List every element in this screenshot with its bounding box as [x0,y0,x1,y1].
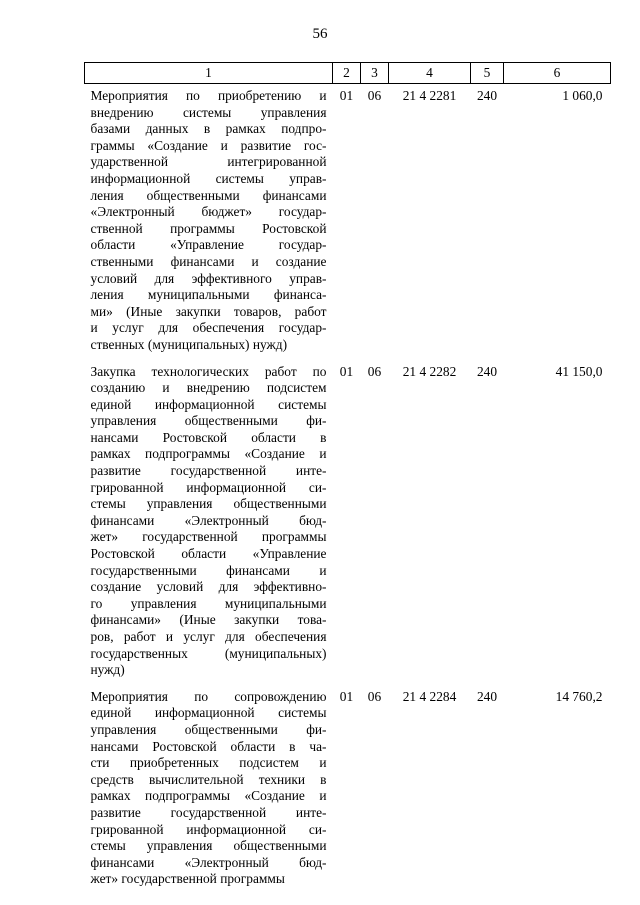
description-line: средств вычислительной техники в [90,771,327,787]
table-row [85,360,611,685]
description-line: Мероприятия по приобретению и [90,88,327,103]
description-line: ления муниципальными финанса- [90,287,327,303]
description-line: грированной информационной си- [90,821,327,837]
description-line: стемы управления общественными [90,838,327,854]
description-line: создание условий для эффективно- [90,579,327,595]
description-line: созданию и внедрению подсистем [90,380,327,396]
row-expense-type: 240 [476,363,498,379]
row-target-article: 21 4 2281 [402,88,457,103]
description-line: Мероприятия по сопровождению [90,688,327,704]
description-line: ственной программы Ростовской [90,220,327,236]
row-subsection-code: 06 [367,363,382,379]
description-line: жет» государственной программы [90,871,285,887]
description-line: ров, работ и услуг для обеспечения [90,629,327,644]
description-line: управления общественными фи- [90,721,327,737]
description-line: Закупка технологических работ по [90,363,327,379]
description-line: развитие государственной инте- [90,804,327,820]
description-line: единой информационной системы [90,396,327,412]
description-line: «Электронный бюджет» государ- [90,204,327,220]
description-line: стемы управления общественными [90,496,327,512]
description-line: области «Управление государ- [90,237,327,253]
row-subsection-code: 06 [367,88,382,103]
row-section-code: 01 [339,88,354,103]
description-line: условий для эффективного управ- [90,270,327,286]
description-line: нансами Ростовской области в ча- [90,738,327,754]
row-section-code: 01 [339,363,354,379]
description-line: го управления муниципальными [90,595,327,611]
description-line: развитие государственной инте- [90,463,327,479]
description-line: ми» (Иные закупки товаров, работ [90,303,327,319]
description-line: базами данных в рамках подпро- [90,121,327,137]
row-expense-type: 240 [476,688,498,704]
description-line: внедрению системы управления [90,104,327,120]
description-line: ственными финансами и создание [90,253,327,269]
description-line: рамках подпрограммы «Создание и [90,788,327,804]
header-col-3: 3 [361,63,389,84]
description-line: граммы «Создание и развитие гос- [90,137,327,153]
description-line: нансами Ростовской области в [90,429,327,445]
header-col-6: 6 [504,63,611,84]
description-line: ления общественными финансами [90,187,327,203]
description-line: государственными финансами и [90,562,327,578]
description-line: управления общественными фи- [90,413,327,429]
description-line: жет» государственной программы [90,529,327,545]
description-line: финансами «Электронный бюд- [90,512,327,528]
header-col-4: 4 [389,63,471,84]
budget-table [84,62,611,894]
header-col-5: 5 [471,63,504,84]
table-row [85,685,611,894]
row-amount: 1 060,0 [562,88,603,103]
table-body [85,84,611,894]
description-line: Ростовской области «Управление [90,546,327,562]
row-amount: 41 150,0 [555,363,603,379]
header-col-1: 1 [85,63,333,84]
row-section-code: 01 [339,688,354,704]
row-target-article: 21 4 2284 [402,688,457,704]
description-line: грированной информационной си- [90,479,327,495]
description-line: ственных (муниципальных) нужд) [90,336,288,352]
table-row [85,84,611,360]
description-line: информационной системы управ- [90,170,327,186]
description-line: сти приобретенных подсистем и [90,755,327,771]
row-description [85,84,333,360]
row-description [85,360,333,685]
row-subsection-code: 06 [367,688,382,704]
description-line: нужд) [90,662,125,678]
description-line: ударственной интегрированной [90,154,327,170]
description-line: финансами» (Иные закупки това- [90,612,327,628]
table-header-row [85,63,611,84]
header-col-2: 2 [333,63,361,84]
description-line: финансами «Электронный бюд- [90,854,327,870]
row-target-article: 21 4 2282 [402,363,457,379]
description-line: и услуг для обеспечения государ- [90,320,327,336]
row-expense-type: 240 [476,88,498,103]
page-number: 56 [312,26,328,42]
row-description [85,685,333,894]
description-line: единой информационной системы [90,705,327,721]
row-amount: 14 760,2 [555,688,603,704]
description-line: рамках подпрограммы «Создание и [90,446,327,462]
description-line: государственных (муниципальных) [90,645,327,661]
